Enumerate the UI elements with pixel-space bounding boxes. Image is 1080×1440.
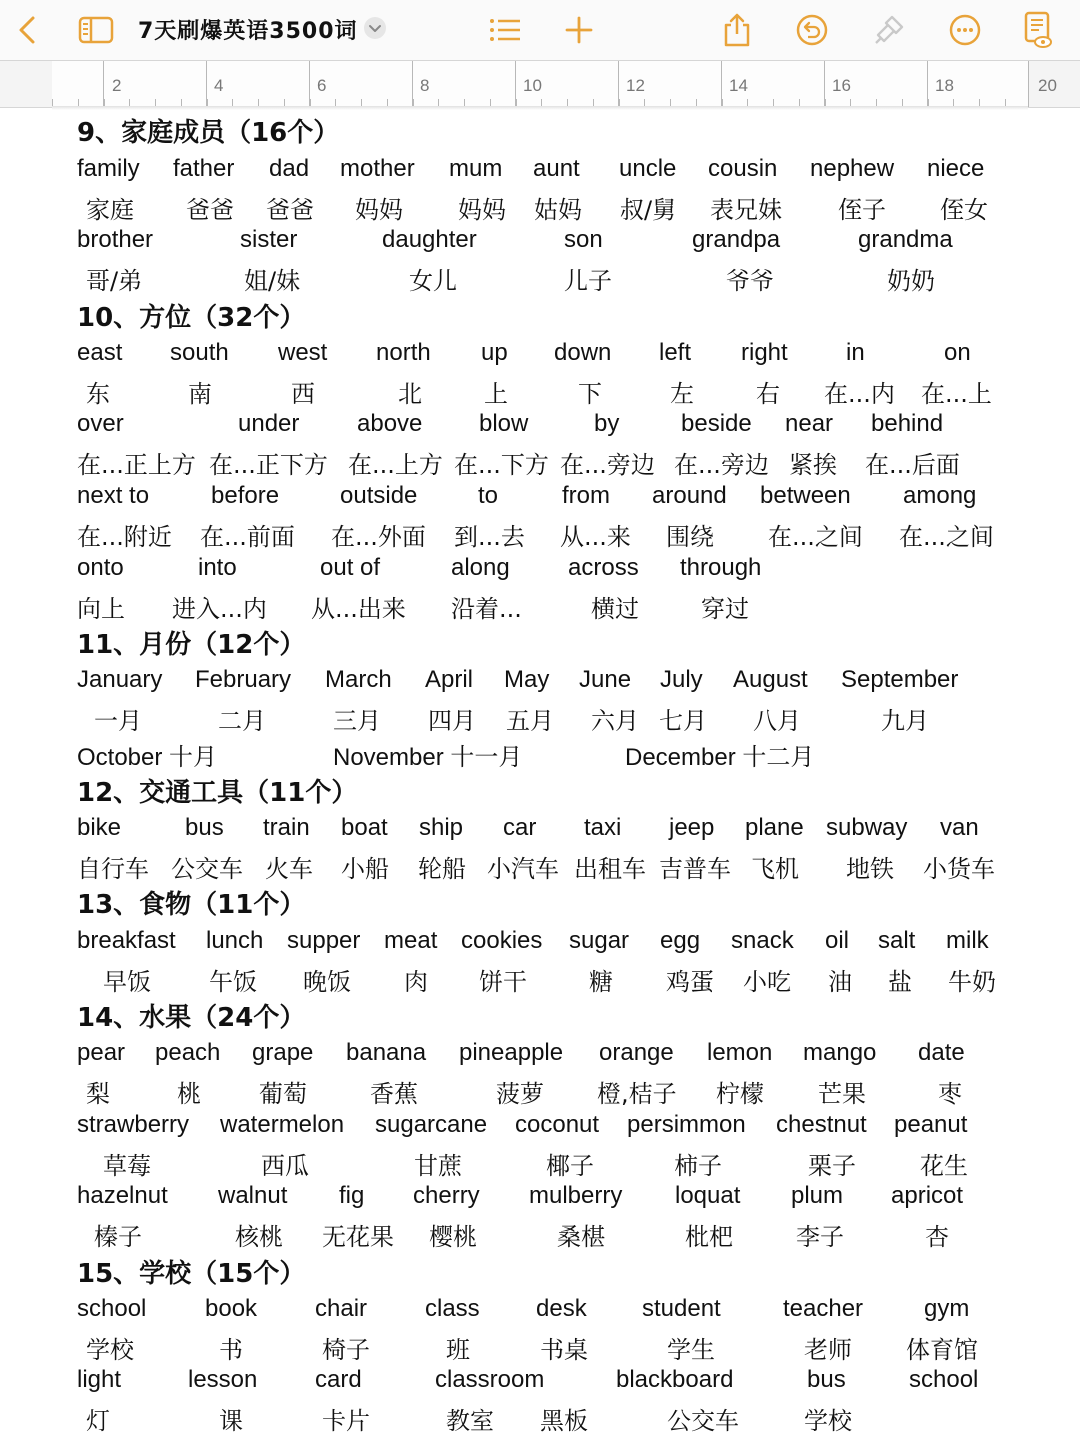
chinese-meaning: 灯 bbox=[86, 1407, 110, 1435]
english-word: sugar bbox=[569, 927, 630, 954]
english-word: train bbox=[263, 814, 310, 841]
chinese-meaning: 柠檬 bbox=[716, 1080, 764, 1108]
chinese-meaning: 紧挨 bbox=[789, 451, 837, 479]
chinese-meaning: 柿子 bbox=[674, 1152, 722, 1180]
english-word: left bbox=[659, 339, 692, 366]
english-word: peanut bbox=[894, 1111, 968, 1138]
english-word: June bbox=[579, 666, 632, 693]
chinese-meaning: 核桃 bbox=[235, 1223, 283, 1251]
english-word: apricot bbox=[891, 1182, 964, 1209]
english-word: date bbox=[918, 1039, 965, 1066]
english-word: under bbox=[238, 410, 300, 437]
chinese-meaning: 左 bbox=[670, 380, 694, 408]
chinese-meaning: 南 bbox=[188, 380, 212, 408]
ruler-number: 6 bbox=[317, 76, 327, 95]
chinese-meaning: 穿过 bbox=[701, 595, 749, 623]
english-word: grape bbox=[252, 1039, 314, 1066]
english-word: among bbox=[903, 482, 977, 509]
chinese-meaning: 叔/舅 bbox=[620, 196, 677, 224]
english-word: lemon bbox=[707, 1039, 773, 1066]
chinese-meaning: 无花果 bbox=[322, 1223, 394, 1251]
english-word: van bbox=[940, 814, 979, 841]
undo-icon[interactable] bbox=[795, 10, 829, 50]
english-word: daughter bbox=[382, 226, 477, 253]
english-word: breakfast bbox=[77, 927, 176, 954]
chinese-meaning: 北 bbox=[398, 380, 422, 408]
chinese-meaning: 体育馆 bbox=[906, 1336, 978, 1364]
english-word: uncle bbox=[619, 155, 677, 182]
english-word: chair bbox=[315, 1295, 368, 1322]
chinese-meaning: 出租车 bbox=[574, 855, 646, 883]
english-word: January bbox=[77, 666, 163, 693]
chinese-meaning: 早饭 bbox=[103, 968, 151, 996]
english-word: son bbox=[564, 226, 603, 253]
chinese-meaning: 西 bbox=[291, 380, 315, 408]
chinese-meaning: 七月 bbox=[659, 707, 707, 735]
english-word: orange bbox=[599, 1039, 674, 1066]
english-word: peach bbox=[155, 1039, 221, 1066]
english-word: beside bbox=[681, 410, 752, 437]
section-heading: 11、月份（12个） bbox=[77, 630, 306, 660]
english-word: car bbox=[503, 814, 537, 841]
chinese-meaning: 横过 bbox=[591, 595, 639, 623]
english-word: next to bbox=[77, 482, 150, 509]
chinese-meaning: 书桌 bbox=[540, 1336, 588, 1364]
english-word: card bbox=[315, 1366, 362, 1393]
english-word: May bbox=[504, 666, 550, 693]
plus-icon[interactable] bbox=[564, 10, 594, 50]
section-heading: 14、水果（24个） bbox=[77, 1003, 306, 1033]
chinese-meaning: 在...上 bbox=[921, 380, 992, 408]
chinese-meaning: 哥/弟 bbox=[86, 267, 143, 295]
chinese-meaning: 黑板 bbox=[540, 1407, 588, 1435]
chinese-meaning: 牛奶 bbox=[948, 968, 996, 996]
english-word: on bbox=[944, 339, 971, 366]
chinese-meaning: 饼干 bbox=[479, 968, 527, 996]
english-word: school bbox=[77, 1295, 147, 1322]
chinese-meaning: 晚饭 bbox=[303, 968, 351, 996]
english-word: right bbox=[741, 339, 788, 366]
english-word: bus bbox=[807, 1366, 846, 1393]
english-word: December 十二月 bbox=[625, 744, 815, 771]
chinese-meaning: 进入...内 bbox=[172, 595, 267, 623]
english-word: class bbox=[425, 1295, 480, 1322]
chinese-meaning: 自行车 bbox=[77, 855, 149, 883]
chinese-meaning: 李子 bbox=[796, 1223, 844, 1251]
english-word: near bbox=[785, 410, 834, 437]
share-icon[interactable] bbox=[722, 10, 752, 50]
english-word: cousin bbox=[708, 155, 778, 182]
back-chevron-icon[interactable] bbox=[12, 10, 42, 50]
chinese-meaning: 姑妈 bbox=[534, 196, 582, 224]
chinese-meaning: 老师 bbox=[804, 1336, 852, 1364]
sidebar-icon[interactable] bbox=[78, 10, 114, 50]
english-word: April bbox=[425, 666, 474, 693]
ruler-number: 2 bbox=[112, 76, 122, 95]
english-word: lesson bbox=[188, 1366, 258, 1393]
english-word: by bbox=[594, 410, 620, 437]
chinese-meaning: 桑椹 bbox=[557, 1223, 605, 1251]
chinese-meaning: 学校 bbox=[86, 1336, 134, 1364]
chinese-meaning: 四月 bbox=[428, 707, 476, 735]
chinese-meaning: 芒果 bbox=[818, 1080, 866, 1108]
chinese-meaning: 下 bbox=[578, 380, 602, 408]
english-word: walnut bbox=[218, 1182, 288, 1209]
english-word: bus bbox=[185, 814, 224, 841]
ruler-number: 18 bbox=[935, 76, 954, 95]
english-word: supper bbox=[287, 927, 361, 954]
chinese-meaning: 八月 bbox=[753, 707, 801, 735]
chinese-meaning: 六月 bbox=[591, 707, 639, 735]
document-view-icon[interactable] bbox=[1022, 10, 1054, 50]
chinese-meaning: 小货车 bbox=[923, 855, 995, 883]
chinese-meaning: 女儿 bbox=[409, 267, 457, 295]
english-word: niece bbox=[927, 155, 985, 182]
ruler-number: 4 bbox=[214, 76, 224, 95]
chinese-meaning: 围绕 bbox=[666, 523, 714, 551]
english-word: lunch bbox=[206, 927, 264, 954]
english-word: in bbox=[846, 339, 865, 366]
chinese-meaning: 小船 bbox=[341, 855, 389, 883]
english-word: watermelon bbox=[220, 1111, 345, 1138]
chinese-meaning: 香蕉 bbox=[370, 1080, 418, 1108]
chinese-meaning: 轮船 bbox=[418, 855, 466, 883]
chinese-meaning: 五月 bbox=[506, 707, 554, 735]
ruler[interactable] bbox=[0, 60, 1080, 108]
chinese-meaning: 在...旁边 bbox=[674, 451, 769, 479]
english-word: along bbox=[451, 554, 510, 581]
english-word: to bbox=[478, 482, 499, 509]
english-word: February bbox=[195, 666, 292, 693]
english-word: coconut bbox=[515, 1111, 600, 1138]
chinese-meaning: 油 bbox=[828, 968, 852, 996]
english-word: mother bbox=[340, 155, 415, 182]
english-word: south bbox=[170, 339, 229, 366]
english-word: mum bbox=[449, 155, 503, 182]
english-word: jeep bbox=[669, 814, 715, 841]
chinese-meaning: 学生 bbox=[667, 1336, 715, 1364]
chinese-meaning: 在...内 bbox=[824, 380, 895, 408]
chinese-meaning: 在...前面 bbox=[200, 523, 295, 551]
chinese-meaning: 沿着... bbox=[451, 595, 522, 623]
chinese-meaning: 在...正下方 bbox=[209, 451, 328, 479]
english-word: subway bbox=[826, 814, 908, 841]
chinese-meaning: 樱桃 bbox=[429, 1223, 477, 1251]
english-word: north bbox=[376, 339, 431, 366]
chinese-meaning: 爷爷 bbox=[726, 267, 774, 295]
chinese-meaning: 妈妈 bbox=[458, 196, 506, 224]
chinese-meaning: 地铁 bbox=[846, 855, 894, 883]
english-word: milk bbox=[946, 927, 989, 954]
english-word: fig bbox=[339, 1182, 365, 1209]
english-word: student bbox=[642, 1295, 721, 1322]
english-word: gym bbox=[924, 1295, 970, 1322]
english-word: teacher bbox=[783, 1295, 864, 1322]
english-word: bike bbox=[77, 814, 122, 841]
english-word: down bbox=[554, 339, 612, 366]
english-word: between bbox=[760, 482, 851, 509]
english-word: from bbox=[562, 482, 610, 509]
ruler-major-tick bbox=[1028, 61, 1029, 107]
english-word: pear bbox=[77, 1039, 126, 1066]
chinese-meaning: 在...后面 bbox=[865, 451, 960, 479]
ruler-number: 12 bbox=[626, 76, 645, 95]
format-brush-icon[interactable] bbox=[872, 10, 906, 50]
chinese-meaning: 盐 bbox=[888, 968, 912, 996]
english-word: family bbox=[77, 155, 140, 182]
english-word: strawberry bbox=[77, 1111, 190, 1138]
english-word: snack bbox=[731, 927, 794, 954]
top-toolbar bbox=[0, 0, 1080, 60]
english-word: blow bbox=[479, 410, 529, 437]
english-word: salt bbox=[878, 927, 916, 954]
chinese-meaning: 花生 bbox=[920, 1152, 968, 1180]
chinese-meaning: 枣 bbox=[938, 1080, 962, 1108]
ruler-number: 20 bbox=[1038, 76, 1057, 95]
chinese-meaning: 在...正上方 bbox=[77, 451, 196, 479]
chinese-meaning: 糖 bbox=[589, 968, 613, 996]
chinese-meaning: 吉普车 bbox=[659, 855, 731, 883]
english-word: onto bbox=[77, 554, 124, 581]
chinese-meaning: 榛子 bbox=[94, 1223, 142, 1251]
english-word: October 十月 bbox=[77, 744, 218, 771]
chinese-meaning: 卡片 bbox=[322, 1407, 370, 1435]
english-word: desk bbox=[536, 1295, 587, 1322]
english-word: over bbox=[77, 410, 124, 437]
chinese-meaning: 奶奶 bbox=[887, 267, 935, 295]
english-word: November 十一月 bbox=[333, 744, 523, 771]
english-word: across bbox=[568, 554, 639, 581]
chinese-meaning: 橙,桔子 bbox=[597, 1080, 677, 1108]
chinese-meaning: 学校 bbox=[804, 1407, 852, 1435]
chinese-meaning: 椅子 bbox=[322, 1336, 370, 1364]
chinese-meaning: 从...出来 bbox=[311, 595, 406, 623]
english-word: cherry bbox=[413, 1182, 480, 1209]
english-word: chestnut bbox=[776, 1111, 867, 1138]
english-word: school bbox=[909, 1366, 979, 1393]
english-word: aunt bbox=[533, 155, 580, 182]
chinese-meaning: 九月 bbox=[881, 707, 929, 735]
chinese-meaning: 上 bbox=[484, 380, 508, 408]
chinese-meaning: 在...之间 bbox=[899, 523, 994, 551]
english-word: blackboard bbox=[616, 1366, 734, 1393]
chinese-meaning: 梨 bbox=[86, 1080, 110, 1108]
chinese-meaning: 椰子 bbox=[546, 1152, 594, 1180]
english-word: September bbox=[841, 666, 959, 693]
document-body[interactable] bbox=[0, 110, 1080, 1435]
chinese-meaning: 班 bbox=[446, 1336, 470, 1364]
english-word: meat bbox=[384, 927, 438, 954]
english-word: hazelnut bbox=[77, 1182, 168, 1209]
english-word: loquat bbox=[675, 1182, 741, 1209]
english-word: into bbox=[198, 554, 237, 581]
english-word: outside bbox=[340, 482, 418, 509]
ruler-number: 14 bbox=[729, 76, 748, 95]
chinese-meaning: 在...旁边 bbox=[560, 451, 655, 479]
chinese-meaning: 侄子 bbox=[838, 196, 886, 224]
chevron-down-icon bbox=[364, 17, 386, 39]
english-word: boat bbox=[341, 814, 388, 841]
chinese-meaning: 二月 bbox=[218, 707, 266, 735]
ruler-number: 10 bbox=[523, 76, 542, 95]
more-icon[interactable] bbox=[948, 10, 982, 50]
english-word: grandpa bbox=[692, 226, 781, 253]
chinese-meaning: 侄女 bbox=[940, 196, 988, 224]
chinese-meaning: 家庭 bbox=[86, 196, 134, 224]
chinese-meaning: 枇杷 bbox=[685, 1223, 733, 1251]
chinese-meaning: 鸡蛋 bbox=[666, 968, 714, 996]
chinese-meaning: 一月 bbox=[94, 707, 142, 735]
chinese-meaning: 小汽车 bbox=[487, 855, 559, 883]
english-word: grandma bbox=[858, 226, 953, 253]
english-word: plum bbox=[791, 1182, 844, 1209]
english-word: father bbox=[173, 155, 235, 182]
chinese-meaning: 公交车 bbox=[667, 1407, 739, 1435]
chinese-meaning: 教室 bbox=[446, 1407, 494, 1435]
chinese-meaning: 午饭 bbox=[209, 968, 257, 996]
chinese-meaning: 在...附近 bbox=[77, 523, 172, 551]
ruler-number: 8 bbox=[420, 76, 430, 95]
english-word: east bbox=[77, 339, 123, 366]
english-word: sugarcane bbox=[375, 1111, 488, 1138]
english-word: July bbox=[660, 666, 703, 693]
chinese-meaning: 在...下方 bbox=[454, 451, 549, 479]
chinese-meaning: 东 bbox=[86, 380, 110, 408]
chinese-meaning: 桃 bbox=[177, 1080, 201, 1108]
title-menu-button[interactable] bbox=[364, 17, 386, 39]
english-word: mulberry bbox=[529, 1182, 623, 1209]
english-word: dad bbox=[269, 155, 310, 182]
english-word: up bbox=[481, 339, 508, 366]
chinese-meaning: 书 bbox=[219, 1336, 243, 1364]
english-word: persimmon bbox=[627, 1111, 746, 1138]
english-word: cookies bbox=[461, 927, 543, 954]
english-word: west bbox=[278, 339, 328, 366]
chinese-meaning: 姐/妹 bbox=[244, 267, 301, 295]
chinese-meaning: 儿子 bbox=[564, 267, 612, 295]
section-heading: 13、食物（11个） bbox=[77, 890, 306, 920]
english-word: pineapple bbox=[459, 1039, 564, 1066]
chinese-meaning: 火车 bbox=[265, 855, 313, 883]
english-word: through bbox=[680, 554, 762, 581]
english-word: ship bbox=[419, 814, 464, 841]
list-icon[interactable] bbox=[488, 10, 522, 50]
chinese-meaning: 表兄妹 bbox=[710, 196, 782, 224]
english-word: above bbox=[357, 410, 423, 437]
chinese-meaning: 到...去 bbox=[454, 523, 525, 551]
english-word: nephew bbox=[810, 155, 895, 182]
english-word: taxi bbox=[584, 814, 622, 841]
ruler-number: 16 bbox=[832, 76, 851, 95]
english-word: classroom bbox=[435, 1366, 545, 1393]
chinese-meaning: 公交车 bbox=[171, 855, 243, 883]
english-word: brother bbox=[77, 226, 154, 253]
english-word: light bbox=[77, 1366, 122, 1393]
english-word: egg bbox=[660, 927, 701, 954]
english-word: sister bbox=[240, 226, 298, 253]
section-heading: 12、交通工具（11个） bbox=[77, 778, 358, 808]
chinese-meaning: 向上 bbox=[77, 595, 125, 623]
chinese-meaning: 菠萝 bbox=[496, 1080, 544, 1108]
chinese-meaning: 在...外面 bbox=[331, 523, 426, 551]
chinese-meaning: 右 bbox=[756, 380, 780, 408]
english-word: out of bbox=[320, 554, 381, 581]
document-title[interactable]: 7天刷爆英语3500词 bbox=[138, 19, 358, 44]
section-heading: 10、方位（32个） bbox=[77, 303, 306, 333]
english-word: oil bbox=[825, 927, 850, 954]
english-word: before bbox=[211, 482, 280, 509]
english-word: behind bbox=[871, 410, 944, 437]
english-word: March bbox=[325, 666, 392, 693]
chinese-meaning: 爸爸 bbox=[266, 196, 314, 224]
chinese-meaning: 爸爸 bbox=[186, 196, 234, 224]
chinese-meaning: 草莓 bbox=[103, 1152, 151, 1180]
chinese-meaning: 妈妈 bbox=[355, 196, 403, 224]
chinese-meaning: 在...之间 bbox=[768, 523, 863, 551]
english-word: banana bbox=[346, 1039, 427, 1066]
chinese-meaning: 肉 bbox=[404, 968, 428, 996]
chinese-meaning: 甘蔗 bbox=[414, 1152, 462, 1180]
english-word: book bbox=[205, 1295, 258, 1322]
chinese-meaning: 小吃 bbox=[743, 968, 791, 996]
section-heading: 9、家庭成员（16个） bbox=[77, 118, 340, 148]
section-heading: 15、学校（15个） bbox=[77, 1259, 306, 1289]
chinese-meaning: 三月 bbox=[333, 707, 381, 735]
english-word: around bbox=[652, 482, 727, 509]
chinese-meaning: 杏 bbox=[925, 1223, 949, 1251]
chinese-meaning: 栗子 bbox=[808, 1152, 856, 1180]
chinese-meaning: 在...上方 bbox=[348, 451, 443, 479]
chinese-meaning: 葡萄 bbox=[259, 1080, 307, 1108]
chinese-meaning: 西瓜 bbox=[261, 1152, 309, 1180]
english-word: plane bbox=[745, 814, 804, 841]
chinese-meaning: 飞机 bbox=[751, 855, 799, 883]
chinese-meaning: 课 bbox=[219, 1407, 243, 1435]
chinese-meaning: 从...来 bbox=[560, 523, 631, 551]
english-word: August bbox=[733, 666, 808, 693]
english-word: mango bbox=[803, 1039, 877, 1066]
